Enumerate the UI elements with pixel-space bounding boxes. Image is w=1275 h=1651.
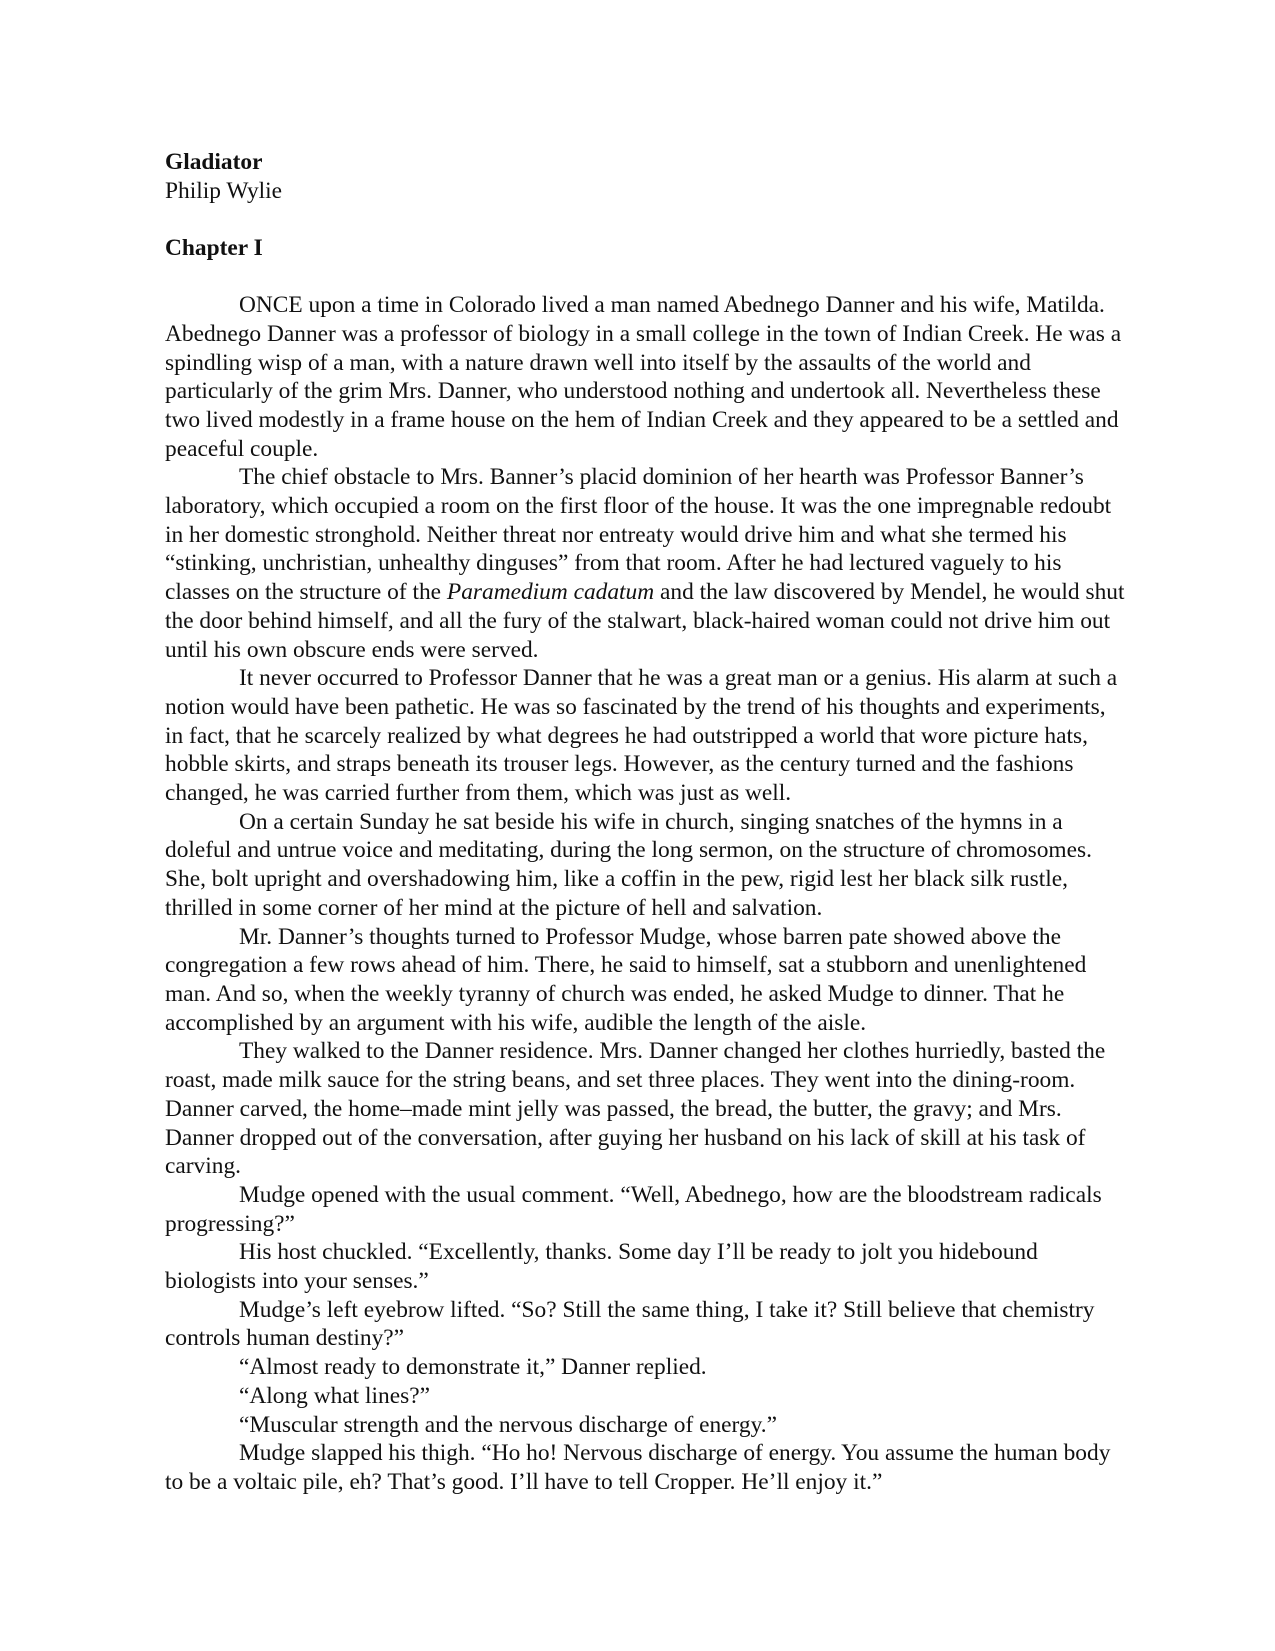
paragraph: “Muscular strength and the nervous discharge of energy.” bbox=[239, 1411, 778, 1438]
paragraph bbox=[165, 463, 1125, 664]
paragraph: Mudge slapped his thigh. “Ho ho! Nervous discharge of energy. You assume the human body to be a voltaic pile, eh? That’s good. I’ll have to tell Cropper. He’ll enjoy it.” bbox=[165, 1440, 1111, 1495]
paragraph: “Almost ready to demonstrate it,” Danner replied. bbox=[239, 1354, 707, 1381]
paragraph: They walked to the Danner residence. Mrs. Danner changed her clothes hurriedly, basted the roast, made milk sauce for the string beans, and set three places. They went into the dining-room. Danner carved, the home‒made mint jelly was passed, the bread, the butter, the gravy; and Mrs. Danner dropped out of the conversation, after guying her husband on his lack of skill at his task of carving. bbox=[165, 1038, 1106, 1180]
paragraph: Mudge’s left eyebrow lifted. “So? Still the same thing, I take it? Still believe that chemistry controls human destiny?” bbox=[165, 1296, 1095, 1352]
paragraph: Mudge opened with the usual comment. “Well, Abednego, how are the bloodstream radicals progressing?” bbox=[165, 1181, 1102, 1237]
paragraph: Mr. Danner’s thoughts turned to Professor Mudge, whose barren pate showed above the congregation a few rows ahead of him. There, he said to himself, sat a stubborn and unenlightened man. And so, when the weekly tyranny of church was ended, he asked Mudge to dinner. That he accomplished by an argument with his wife, audible the length of the aisle. bbox=[165, 923, 1087, 1036]
chapter-heading: Chapter I bbox=[165, 235, 263, 262]
paragraph: On a certain Sunday he sat beside his wife in church, singing snatches of the hymns in a doleful and untrue voice and meditating, during the long sermon, on the structure of chromosomes. She, bolt upright and overshadowing him, like a coffin in the pew, rigid lest her black silk rustle, thrilled in some corner of her mind at the picture of hell and salvation. bbox=[165, 808, 1092, 921]
paragraph: “Along what lines?” bbox=[239, 1382, 430, 1409]
book-title: Gladiator bbox=[165, 149, 263, 175]
paragraph: His host chuckled. “Excellently, thanks. Some day I’ll be ready to jolt you hidebound biologists into your senses.” bbox=[165, 1239, 1038, 1295]
book-author: Philip Wylie bbox=[165, 177, 283, 204]
paragraph-text: The chief obstacle to Mrs. Banner’s placid dominion of her hearth was Professor Banner’s laboratory, which occupied a room on the first floor of the house. It was the one impregnable redoubt in her domestic stronghold. Neither threat nor entreaty would drive him and what she termed his “stinking, unchristian, unhealthy dinguses” from that room. After he had lectured vaguely to his classes on the structure of the bbox=[165, 464, 1112, 606]
document-page bbox=[165, 148, 1125, 1497]
italic-species-name: Paramedium cadatum bbox=[446, 579, 655, 606]
paragraph-text: and the law discovered by Mendel, he would shut the door behind himself, and all the fury of the stalwart, black-haired woman could not drive him out until his own obscure ends were served. bbox=[165, 579, 1125, 663]
paragraph: It never occurred to Professor Danner that he was a great man or a genius. His alarm at such a notion would have been pathetic. He was so fascinated by the trend of his thoughts and experiments, in fact, that he scarcely realized by what degrees he had outstripped a world that wore picture hats, hobble skirts, and straps beneath its trouser legs. However, as the century turned and the fashions changed, he was carried further from them, which was just as well. bbox=[165, 665, 1118, 807]
paragraph: ONCE upon a time in Colorado lived a man named Abednego Danner and his wife, Matilda. Abednego Danner was a professor of biology in a small college in the town of Indian Creek. He was a spindling wisp of a man, with a nature drawn well into itself by the assaults of the world and particularly of the grim Mrs. Danner, who understood nothing and undertook all. Nevertheless these two lived modestly in a frame house on the hem of Indian Creek and they appeared to be a settled and peaceful couple. bbox=[165, 292, 1122, 462]
